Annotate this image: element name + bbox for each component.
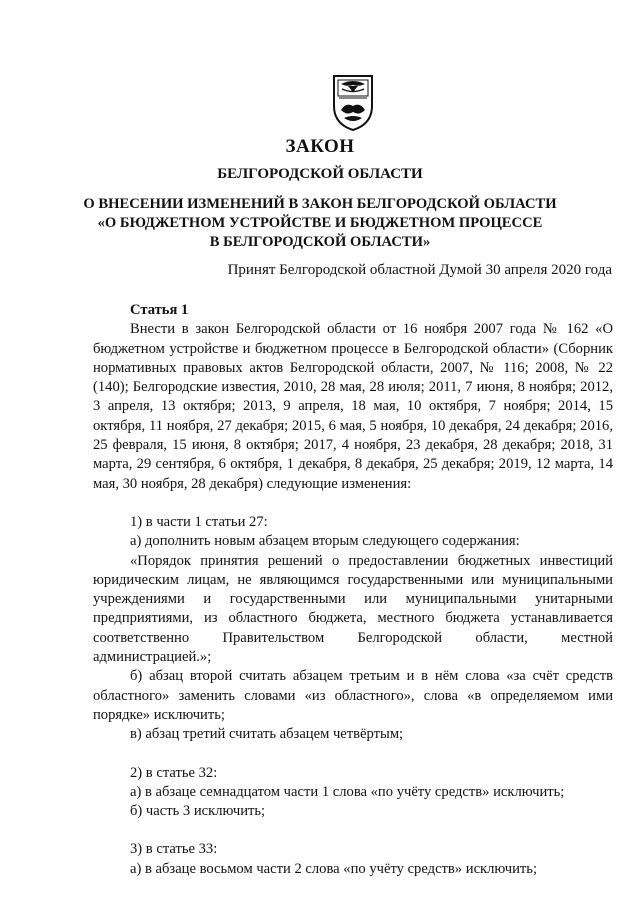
region-title: БЕЛГОРОДСКОЙ ОБЛАСТИ bbox=[217, 166, 423, 182]
item-1-heading: 1) в части 1 статьи 27: bbox=[130, 513, 268, 530]
item-2-a: а) в абзаце семнадцатом части 1 слова «по учёту средств» исключить; bbox=[130, 783, 565, 800]
item-2-b: б) часть 3 исключить; bbox=[130, 803, 266, 820]
law-subject-line: «О БЮДЖЕТНОМ УСТРОЙСТВЕ И БЮДЖЕТНОМ ПРОЦЕССЕ bbox=[97, 215, 543, 231]
law-title: ЗАКОН bbox=[285, 136, 355, 157]
item-3-heading: 3) в статье 33: bbox=[130, 841, 218, 858]
law-subject-line: О ВНЕСЕНИИ ИЗМЕНЕНИЙ В ЗАКОН БЕЛГОРОДСКОЙ ОБЛАСТИ bbox=[83, 196, 557, 212]
law-subject bbox=[0, 195, 640, 252]
item-1-quote: «Порядок принятия решений о предоставлении бюджетных инвестиций юридическим лицам, не являющимся государственными или муниципальными учреждениями и государственными или муниципальными унитарными предприятиями, из областного бюджета, местного бюджета устанавливается соответственно Правительством Белгородской области, местной администрацией.»; bbox=[93, 552, 613, 666]
article-intro: Внести в закон Белгородской области от 16 ноября 2007 года № 162 «О бюджетном устройстве и бюджетном процессе в Белгородской области» (Сборник нормативных правовых актов Белгородской области, 2007, № 116; 2008, № 22 (140); Белгородские известия, 2010, 28 мая, 28 июля; 2011, 7 июня, 8 ноября; 2012, 3 апреля, 13 октября; 2013, 9 апреля, 18 мая, 10 октября, 7 ноября; 2014, 15 октября, 11 ноября, 27 декабря; 2015, 6 мая, 5 ноября, 10 декабря, 24 декабря; 2016, 25 февраля, 15 июня, 8 октября; 2017, 4 ноября, 23 декабря, 28 декабря; 2018, 31 марта, 29 сентября, 6 октября, 1 декабря, 8 декабря, 25 декабря; 2019, 12 марта, 14 мая, 30 ноября, 28 декабря) следующие изменения: bbox=[93, 321, 613, 492]
law-subject-line: В БЕЛГОРОДСКОЙ ОБЛАСТИ» bbox=[209, 234, 431, 250]
item-3-a: а) в абзаце восьмом части 2 слова «по учёту средств» исключить; bbox=[130, 860, 537, 877]
article-heading: Статья 1 bbox=[130, 302, 189, 318]
adoption-note: Принят Белгородской областной Думой 30 апреля 2020 года bbox=[227, 262, 612, 278]
item-1-a: а) дополнить новым абзацем вторым следующего содержания: bbox=[130, 533, 520, 550]
item-2-heading: 2) в статье 32: bbox=[130, 764, 218, 781]
item-1-b: б) абзац второй считать абзацем третьим и в нём слова «за счёт средств областного» заменить словами «из областного», слова «в определяемом ими порядке» исключить; bbox=[93, 668, 613, 723]
item-1-c: в) абзац третий считать абзацем четвёртым; bbox=[130, 726, 404, 743]
coat-of-arms-icon bbox=[328, 72, 378, 132]
document-body bbox=[93, 301, 613, 879]
